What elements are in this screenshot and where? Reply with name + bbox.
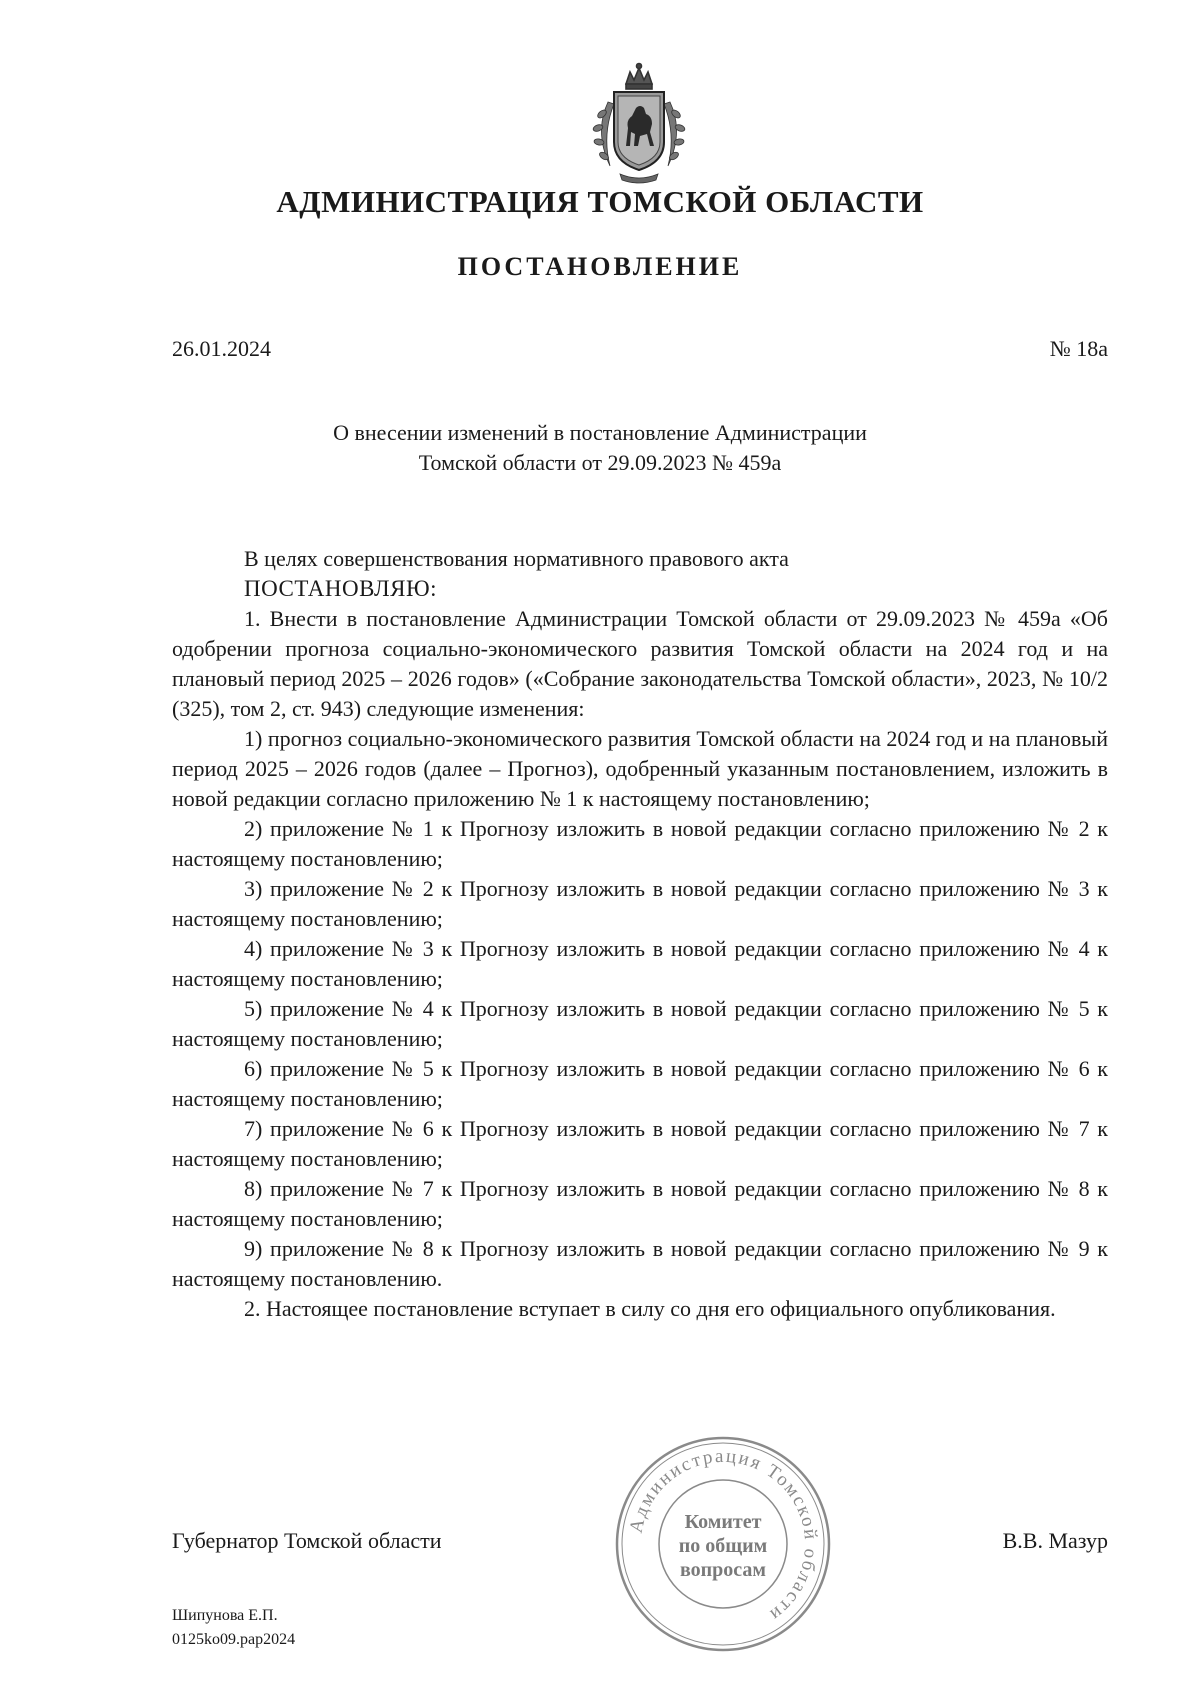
body-item-1: 1. Внести в постановление Администрации Томской области от 29.09.2023 № 459а «Об одобрении прогноза социально-экономического развития Томской области на 2024 год и на плановый период 2025 – 2026 годов» («Собрание законодательства Томской области», 2023, № 10/2 (325), том 2, ст. 943) следующие изменения:	[172, 606, 1108, 721]
sub-item: 4) приложение № 3 к Прогнозу изложить в новой редакции согласно приложению № 4 к настоящему постановлению;	[172, 936, 1108, 991]
sub-item: 1) прогноз социально-экономического развития Томской области на 2024 год и на плановый период 2025 – 2026 годов (далее – Прогноз), одобренный указанным постановлением, изложить в новой редакции согласно приложению № 1 к настоящему постановлению;	[172, 726, 1108, 811]
sub-item: 3) приложение № 2 к Прогнозу изложить в новой редакции согласно приложению № 3 к настоящему постановлению;	[172, 876, 1108, 931]
document-number: № 18а	[1049, 336, 1108, 361]
preamble: В целях совершенствования нормативного правового акта	[244, 546, 789, 571]
body-item-2: 2. Настоящее постановление вступает в силу со дня его официального опубликования.	[244, 1296, 1056, 1321]
document-body	[172, 544, 1108, 1324]
stamp-center-line: вопросам	[679, 1559, 767, 1581]
subject-line: Томской области от 29.09.2023 № 459а	[418, 450, 782, 475]
stamp-ring-text: Администрация Томской области	[625, 1445, 822, 1626]
sub-item: 2) приложение № 1 к Прогнозу изложить в новой редакции согласно приложению № 2 к настоящему постановлению;	[172, 816, 1108, 871]
sub-item: 5) приложение № 4 к Прогнозу изложить в новой редакции согласно приложению № 5 к настоящему постановлению;	[172, 996, 1108, 1051]
sub-item: 8) приложение № 7 к Прогнозу изложить в новой редакции согласно приложению № 8 к настоящему постановлению;	[172, 1176, 1108, 1231]
coat-of-arms-icon	[580, 62, 698, 186]
sub-item: 9) приложение № 8 к Прогнозу изложить в новой редакции согласно приложению № 9 к настоящему постановлению.	[172, 1236, 1108, 1291]
official-seal-icon	[612, 1433, 834, 1655]
stamp-center-line: по общим	[678, 1535, 768, 1557]
document-code: 0125ko09.pap2024	[172, 1631, 296, 1648]
sub-item: 6) приложение № 5 к Прогнозу изложить в новой редакции согласно приложению № 6 к настоящему постановлению;	[172, 1056, 1108, 1111]
executor-name: Шипунова Е.П.	[172, 1607, 278, 1624]
signer-name: В.В. Мазур	[1002, 1528, 1108, 1553]
stamp-center-line: Комитет	[684, 1511, 762, 1533]
subject-line: О внесении изменений в постановление Администрации	[333, 420, 867, 445]
document-date: 26.01.2024	[172, 336, 271, 361]
executor-block	[172, 1604, 295, 1652]
document-subject	[250, 418, 950, 478]
sub-item: 7) приложение № 6 к Прогнозу изложить в новой редакции согласно приложению № 7 к настоящему постановлению;	[172, 1116, 1108, 1171]
organization-title: АДМИНИСТРАЦИЯ ТОМСКОЙ ОБЛАСТИ	[276, 184, 924, 219]
document-type: ПОСТАНОВЛЕНИЕ	[457, 252, 743, 281]
signer-title: Губернатор Томской области	[172, 1528, 442, 1553]
decree-word: ПОСТАНОВЛЯЮ:	[244, 576, 438, 601]
